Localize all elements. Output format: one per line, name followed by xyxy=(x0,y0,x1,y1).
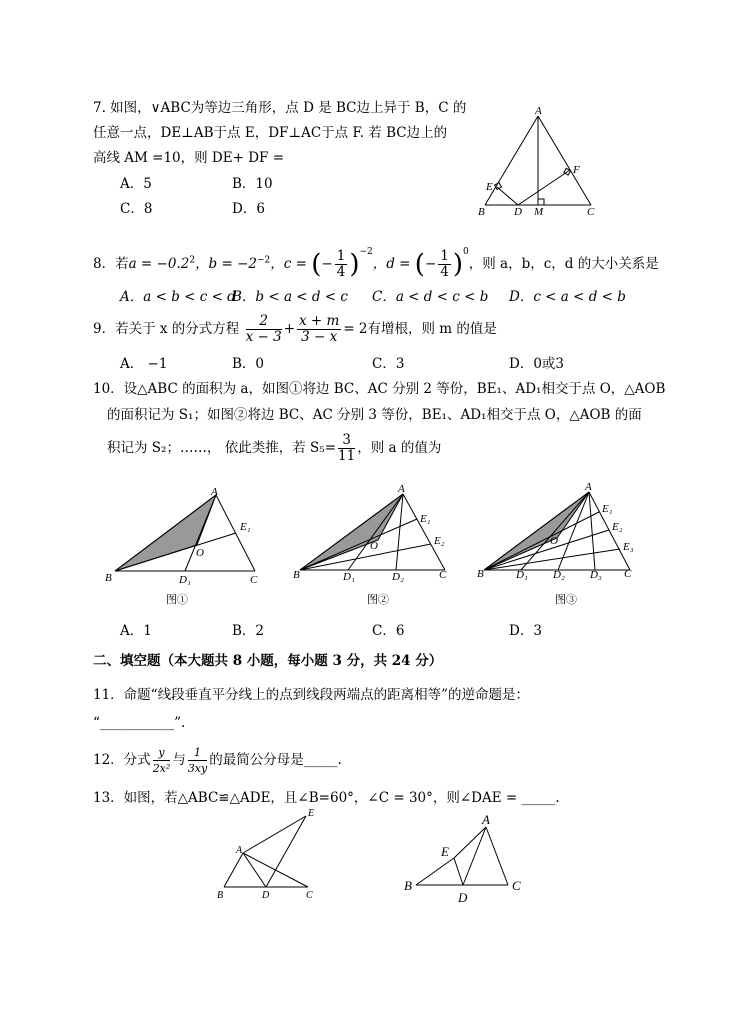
svg-text:B: B xyxy=(404,878,412,893)
q8-option-a[interactable]: A．a < b < c < d xyxy=(120,289,236,305)
svg-text:D₁: D₁ xyxy=(343,571,355,583)
q9-prefix: 9．若关于 x 的分式方程 xyxy=(93,321,240,337)
q8-c-fraction: $\frac{1}{4}$ xyxy=(336,248,346,280)
q9-option-c[interactable]: C．3 xyxy=(372,356,405,372)
svg-text:D: D xyxy=(262,890,270,901)
q13-figure-1 xyxy=(210,808,325,903)
section-heading: 二、填空题（本大题共 8 小题，每小题 3 分，共 24 分） xyxy=(93,653,443,669)
q10-line2: 的面积记为 S₁；如图②将边 BC、AC 分别 3 等份，BE₁、AD₁相交于点 O，△AOB 的面 xyxy=(107,407,642,423)
svg-text:D₁: D₁ xyxy=(516,569,528,581)
q7-label-e: E xyxy=(486,181,493,193)
svg-text:D₂: D₂ xyxy=(392,571,404,583)
q12-fraction-1: $\frac{y}{\text{2x²}}$ xyxy=(152,746,171,775)
q8-a-exp: 2 xyxy=(189,255,196,266)
q8-c-neg: − xyxy=(321,256,333,272)
q7-label-f: F xyxy=(573,164,580,176)
svg-text:E₃: E₃ xyxy=(623,541,634,553)
svg-text:E₁: E₁ xyxy=(240,521,251,533)
q8-b: ，b = −2 xyxy=(195,256,257,272)
q10-option-d[interactable]: D．3 xyxy=(509,623,542,639)
q7-label-d: D xyxy=(514,206,522,218)
q12-question: 12．分式 $\frac{y}{\text{2x²}}$ 与 $\frac{1}{3xy}$ 的最简公分母是_____. xyxy=(93,746,342,775)
q9-option-d[interactable]: D．0或3 xyxy=(509,356,565,372)
svg-text:C: C xyxy=(250,574,258,586)
svg-text:A: A xyxy=(211,486,218,498)
svg-text:E₁: E₁ xyxy=(602,503,613,515)
svg-text:A: A xyxy=(482,812,490,827)
q7-label-m: M xyxy=(534,206,544,218)
svg-text:A: A xyxy=(236,845,243,856)
svg-text:A: A xyxy=(585,481,592,493)
q8-d-fraction: $\frac{1}{4}$ xyxy=(440,248,449,280)
q7-label-c: C xyxy=(587,206,595,218)
q10-caption-2: 图② xyxy=(367,594,389,606)
q9-suffix: = 2有增根，则 m 的值是 xyxy=(343,321,497,337)
q9-option-b[interactable]: B．0 xyxy=(232,356,265,372)
q10-caption-1: 图① xyxy=(166,594,188,606)
q10-figure-3 xyxy=(475,480,645,610)
svg-text:D₂: D₂ xyxy=(553,569,565,581)
svg-text:E₂: E₂ xyxy=(612,521,623,533)
q8-b-exp: −2 xyxy=(257,255,271,266)
q11-blank: “___________”. xyxy=(93,715,186,731)
svg-text:O: O xyxy=(370,540,378,552)
q10-caption-3: 图③ xyxy=(555,594,577,606)
q10-figure-2 xyxy=(290,482,460,610)
svg-text:D₃: D₃ xyxy=(590,569,602,581)
q9-fraction-1: $\frac{2}{x - 3}$ xyxy=(245,313,282,345)
svg-text:O: O xyxy=(196,547,204,559)
q7-line1: 7. 如图，∨ABC为等边三角形，点 D 是 BC边上异于 B，C 的 xyxy=(93,100,467,116)
q8-a: a = −0.2 xyxy=(128,256,190,272)
q8-option-b[interactable]: B．b < a < d < c xyxy=(232,289,348,305)
q7-option-a[interactable]: A．5 xyxy=(120,176,152,192)
q7-line2: 任意一点，DE⊥AB于点 E，DF⊥AC于点 F. 若 BC边上的 xyxy=(93,125,448,141)
svg-text:C: C xyxy=(512,878,521,893)
q13-question: 13．如图，若△ABC≌△ADE，且∠B=60°，∠C = 30°，则∠DAE = _____. xyxy=(93,790,560,806)
q8-c: ，c = xyxy=(270,256,307,272)
svg-text:B: B xyxy=(217,890,224,901)
svg-text:C: C xyxy=(439,569,447,581)
q10-line3: 积记为 S₂；……， 依此类推，若 S₅= $\frac{3}{11}$ ，则 a 的值为 xyxy=(107,432,442,464)
q8-suffix: ，则 a，b，c，d 的大小关系是 xyxy=(468,256,659,272)
svg-text:E: E xyxy=(308,808,315,819)
svg-text:E: E xyxy=(441,844,449,859)
q9-option-a[interactable]: A． −1 xyxy=(120,356,168,372)
svg-text:C: C xyxy=(306,890,313,901)
q10-option-a[interactable]: A．1 xyxy=(120,623,152,639)
q9-question: 9．若关于 x 的分式方程 $\frac{2}{x - 3}$ + $\frac{x + m}{3 - x}$ = 2有增根，则 m 的值是 xyxy=(93,313,497,345)
q7-line3: 高线 AM =10，则 DE+ DF = xyxy=(93,150,285,166)
svg-text:B: B xyxy=(293,569,300,581)
svg-text:D: D xyxy=(458,890,468,905)
q10-figure-1 xyxy=(100,485,270,610)
q7-option-b[interactable]: B．10 xyxy=(232,176,273,192)
q7-triangle-figure xyxy=(475,100,605,222)
q13-figure-2 xyxy=(400,810,530,905)
svg-text:B: B xyxy=(477,568,484,580)
q8-prefix: 8．若 xyxy=(93,256,129,272)
q8-option-d[interactable]: D．c < a < d < b xyxy=(509,289,626,305)
q11-line1: 11．命题“线段垂直平分线上的点到线段两端点的距离相等”的逆命题是： xyxy=(93,687,529,703)
svg-text:C: C xyxy=(624,568,632,580)
q7-option-c[interactable]: C．8 xyxy=(120,201,153,217)
q10-option-c[interactable]: C．6 xyxy=(372,623,405,639)
q10-option-b[interactable]: B．2 xyxy=(232,623,265,639)
svg-text:O: O xyxy=(550,535,558,547)
q8-d-exp: 0 xyxy=(463,247,469,257)
svg-text:B: B xyxy=(105,572,112,584)
q8-question: 8．若$a = -0.2^2$，$b = -2^{-2}$，c = (− $\frac{1}{4}$ )$^{-2}$，d = (− $\frac{1}{4}$ )$^0$，则 a，b，c，d 的大小关系是 xyxy=(93,247,659,280)
q9-fraction-2: $\frac{x + m}{3 - x}$ xyxy=(299,313,340,345)
q10-fraction: $\frac{3}{11}$ xyxy=(338,432,356,464)
q8-option-c[interactable]: C．a < d < c < b xyxy=(372,289,489,305)
q7-label-a: A xyxy=(535,105,542,117)
svg-text:A: A xyxy=(398,483,405,495)
svg-text:D₁: D₁ xyxy=(179,574,191,586)
svg-text:E₁: E₁ xyxy=(420,513,431,525)
q8-c-exp: −2 xyxy=(359,247,373,257)
q7-label-b: B xyxy=(478,206,485,218)
q8-d: ，d = xyxy=(372,256,411,272)
q8-d-neg: − xyxy=(424,256,437,272)
q10-line1: 10．设△ABC 的面积为 a，如图①将边 BC、AC 分别 2 等份，BE₁、AD₁相交于点 O，△AOB xyxy=(93,381,666,397)
svg-text:E₂: E₂ xyxy=(434,535,445,547)
q12-fraction-2: $\frac{1}{3xy}$ xyxy=(187,746,208,775)
q7-option-d[interactable]: D．6 xyxy=(232,201,265,217)
